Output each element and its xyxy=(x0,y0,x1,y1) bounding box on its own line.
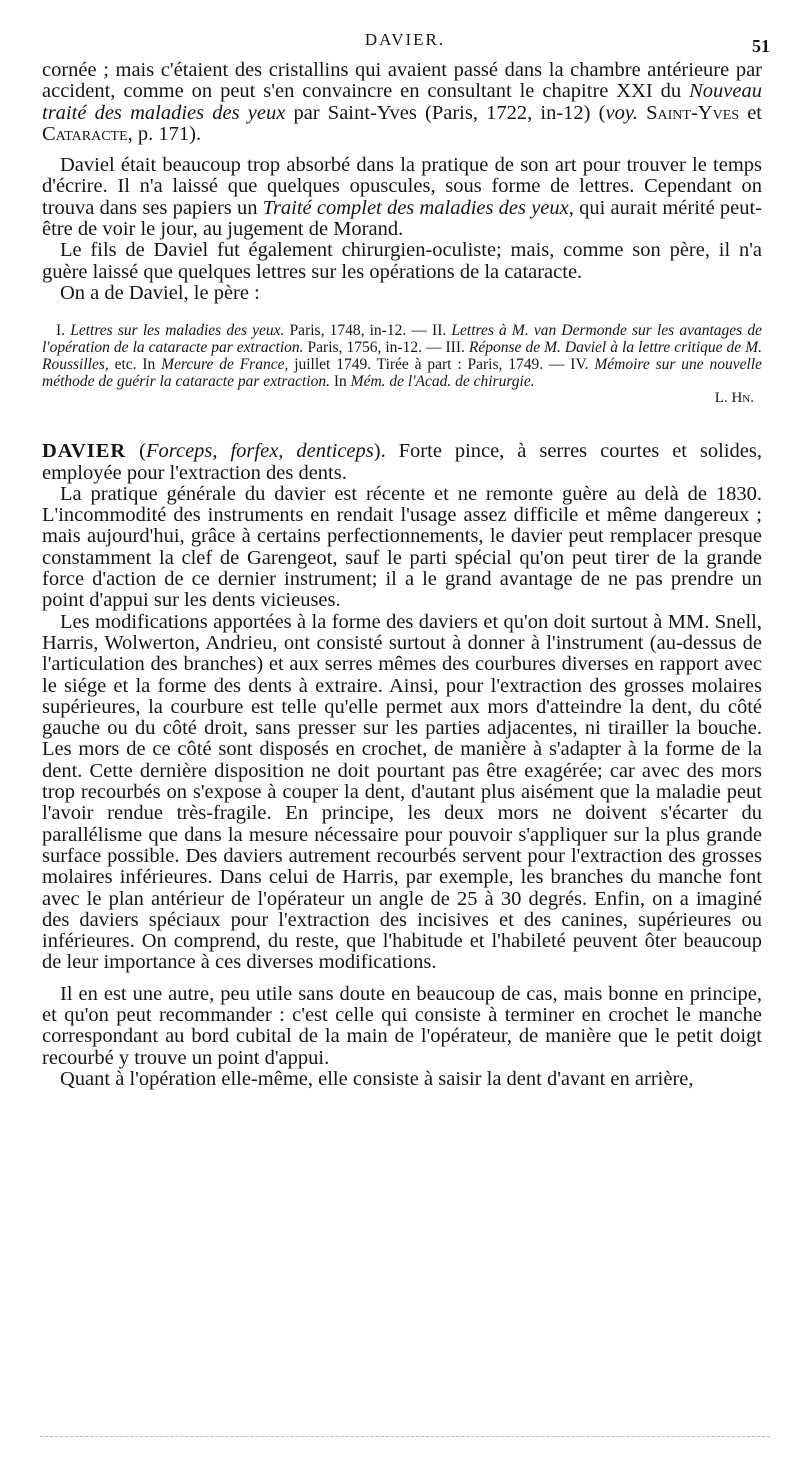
book-title: Nouveau traité des maladies des yeux xyxy=(42,80,762,124)
book-title: Traité complet des maladies des yeux xyxy=(262,196,569,219)
article-definition: DAVIER (Forceps, forfex, denticeps). Forte pince, à serres courtes et solides, employée pour l'extraction des dents. xyxy=(42,440,763,484)
article-paragraph: Il en est une autre, peu utile sans doute en beaucoup de cas, mais bonne en principe, et qu'on peut recommander : c'est celle qui consiste à terminer en crochet le manche correspondant au bord cubital de la main de l'opérateur, de manière que le petit doigt recourbé y trouve un point d'appui. xyxy=(42,982,762,1069)
article-synonyms: Forceps, forfex, denticeps xyxy=(146,440,374,463)
continuation-paragraph-4: On a de Daviel, le père : xyxy=(60,281,260,304)
article-headword: DAVIER xyxy=(42,440,127,463)
cross-reference: Saint-Yves xyxy=(637,101,740,124)
author-signature: L. Hn. xyxy=(714,390,754,407)
continuation-paragraph-3: Le fils de Daviel fut également chirurgien-oculiste; mais, comme son père, il n'a guère laissé que quelques lettres sur les opérations de la cataracte. xyxy=(42,239,762,283)
article-davier xyxy=(42,441,762,1090)
article-paragraph: Quant à l'opération elle-même, elle consiste à saisir la dent d'avant en arrière, xyxy=(60,1067,694,1090)
running-head: DAVIER. xyxy=(364,30,446,49)
article-paragraph: Les modifications apportées à la forme des daviers et qu'on doit surtout à MM. Snell, Harris, Wolwerton, Andrieu, ont consisté surtout à donner à l'instrument (au-dessus de l'articulation des branches) et aux serres mêmes des courbures diverses en rapport avec le siége et la forme des dents à extraire. Ainsi, pour l'extraction des grosses molaires supérieures, la courbure est telle qu'elle permet aux mors d'atteindre la dent, du côté gauche ou du côté droit, sans presser sur les parties adjacentes, ni tirailler la bouche. Les mors de ce côté sont disposés en crochet, de manière à s'adapter à la forme de la dent. Cette dernière disposition ne doit pourtant pas être exagérée; car avec des mors trop recourbés on s'expose à couper la dent, d'autant plus aisément que la maladie peut l'avoir rendue très-fragile. En principe, les deux mors ne doivent s'écarter du parallélisme que dans la mesure nécessaire pour pouvoir s'appliquer sur la plus grande surface possible. Des daviers autrement recourbés servent pour l'extraction des grosses molaires inférieures. Dans celui de Harris, par exemple, les branches du manche font avec le plan antérieur de l'opérateur un angle de 25 à 30 degrés. Enfin, on a imaginé des daviers spéciaux pour l'extraction des incisives et des canines, supérieures ou inférieures. On comprend, du reste, que l'habitude et l'habileté peuvent ôter beaucoup de leur importance à ces diverses modifications. xyxy=(42,610,762,974)
continuation-paragraph-1: cornée ; mais c'étaient des cristallins qui avaient passé dans la chambre antérieure par accident, comme on peut s'en convaincre en consultant le chapitre XXI du Nouveau traité des maladies des yeux par Saint-Yves (Paris, 1722, in-12) (voy. Saint-Yves et Cataracte, p. 171). xyxy=(42,59,762,145)
continuation-paragraph-2: Daviel était beaucoup trop absorbé dans la pratique de son art pour trouver le temps d'écrire. Il n'a laissé que quelques opuscules, sous forme de lettres. Cependant on trouva dans ses papiers un Traité complet des maladies des yeux, qui aurait mérité peut-être de voir le jour, au jugement de Morand. xyxy=(42,154,762,241)
bibliography-notes xyxy=(42,322,762,407)
cross-reference: Cataracte xyxy=(42,122,128,145)
page-header xyxy=(40,30,770,56)
body-text xyxy=(42,60,762,1090)
page-number: 51 xyxy=(752,36,770,56)
bottom-rule xyxy=(40,1436,770,1437)
article-paragraph: La pratique générale du davier est récente et ne remonte guère au delà de 1830. L'incommodité des instruments en rendait l'usage assez difficile et même dangereux ; mais aujourd'hui, grâce à certains perfectionnements, le davier peut remplacer presque constamment la clef de Garengeot, sauf le parti spécial qu'on peut tirer de la grande force d'action de ce dernier instrument; il a le grand avantage de ne pas prendre un point d'appui sur les dents vicieuses. xyxy=(42,482,762,612)
bibliography-entry: I. Lettres sur les maladies des yeux. Paris, 1748, in-12. — II. Lettres à M. van Dermonde sur les avantages de l'opération de la cataracte par extraction. Paris, 1756, in-12. — III. Réponse de M. Daviel à la lettre critique de M. Roussilles, etc. In Mercure de France, juillet 1749. Tirée à part : Paris, 1749. — IV. Mémoire sur une nouvelle méthode de guérir la cataracte par extraction. In Mém. de l'Acad. de chirurgie. xyxy=(42,322,762,391)
